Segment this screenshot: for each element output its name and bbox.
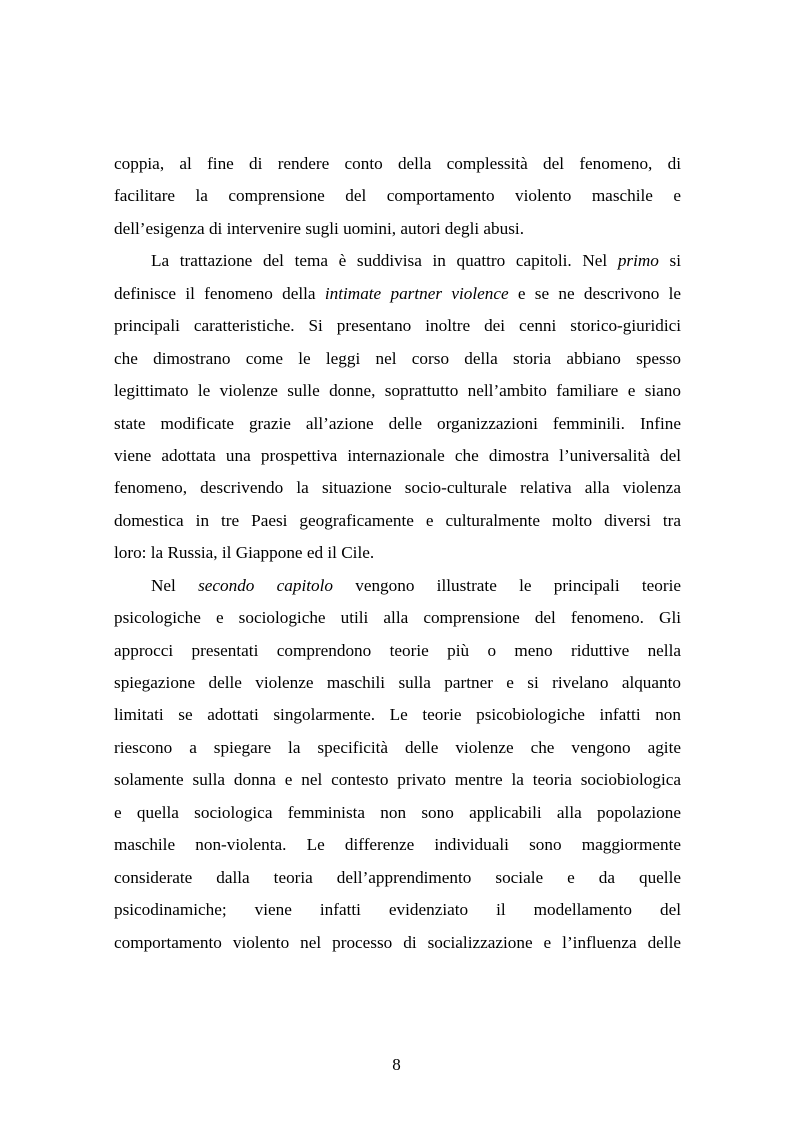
text-line: legittimato le violenze sulle donne, soprattutto nell’ambito familiare e siano bbox=[114, 381, 681, 401]
text-segment: La trattazione del tema è suddivisa in quattro capitoli. Nel bbox=[151, 251, 618, 271]
text-line: loro: la Russia, il Giappone ed il Cile. bbox=[114, 543, 375, 563]
text-segment: Nel bbox=[151, 575, 199, 595]
text-segment: definisce il fenomeno della bbox=[114, 283, 325, 303]
text-line: riescono a spiegare la specificità delle violenze che vengono agite bbox=[114, 737, 681, 757]
text-line: psicologiche e sociologiche utili alla comprensione del fenomeno. Gli bbox=[114, 608, 681, 628]
text-line: e quella sociologica femminista non sono applicabili alla popolazione bbox=[114, 802, 681, 822]
text-line: dell’esigenza di intervenire sugli uomini, autori degli abusi. bbox=[114, 218, 525, 238]
text-line: che dimostrano come le leggi nel corso della storia abbiano spesso bbox=[114, 348, 681, 368]
body-text bbox=[114, 148, 681, 959]
page-number: 8 bbox=[392, 1055, 401, 1074]
text-line: fenomeno, descrivendo la situazione socio-culturale relativa alla violenza bbox=[114, 478, 681, 498]
text-line: facilitare la comprensione del comportamento violento maschile e bbox=[114, 186, 681, 206]
text-line: approcci presentati comprendono teorie più o meno riduttive nella bbox=[114, 640, 681, 660]
text-line: coppia, al fine di rendere conto della complessità del fenomeno, di bbox=[114, 154, 681, 173]
text-line bbox=[114, 245, 681, 277]
text-segment: si bbox=[658, 251, 682, 271]
text-line: maschile non-violenta. Le differenze individuali sono maggiormente bbox=[114, 835, 681, 855]
text-line: considerate dalla teoria dell’apprendimento sociale e da quelle bbox=[114, 867, 681, 887]
text-line: psicodinamiche; viene infatti evidenziato il modellamento del bbox=[114, 900, 681, 920]
text-line: comportamento violento nel processo di socializzazione e l’influenza delle bbox=[114, 932, 681, 952]
text-line: spiegazione delle violenze maschili sulla partner e si rivelano alquanto bbox=[114, 673, 681, 692]
text-line: domestica in tre Paesi geograficamente e culturalmente molto diversi tra bbox=[114, 510, 681, 530]
text-line: solamente sulla donna e nel contesto privato mentre la teoria sociobiologica bbox=[114, 770, 681, 790]
text-segment: e se ne descrivono le bbox=[508, 283, 681, 303]
text-line: principali caratteristiche. Si presentano inoltre dei cenni storico-giuridici bbox=[114, 316, 681, 336]
text-line bbox=[114, 278, 681, 310]
text-line: state modificate grazie all’azione delle organizzazioni femminili. Infine bbox=[114, 413, 681, 433]
text-line: viene adottata una prospettiva internazionale che dimostra l’universalità del bbox=[114, 445, 681, 465]
text-line: limitati se adottati singolarmente. Le teorie psicobiologiche infatti non bbox=[114, 705, 681, 725]
italic-segment: primo bbox=[617, 251, 659, 271]
text-line bbox=[114, 570, 681, 602]
text-segment: vengono illustrate le principali teorie bbox=[332, 575, 681, 595]
italic-segment: secondo capitolo bbox=[198, 575, 333, 595]
italic-segment: intimate partner violence bbox=[324, 283, 509, 303]
